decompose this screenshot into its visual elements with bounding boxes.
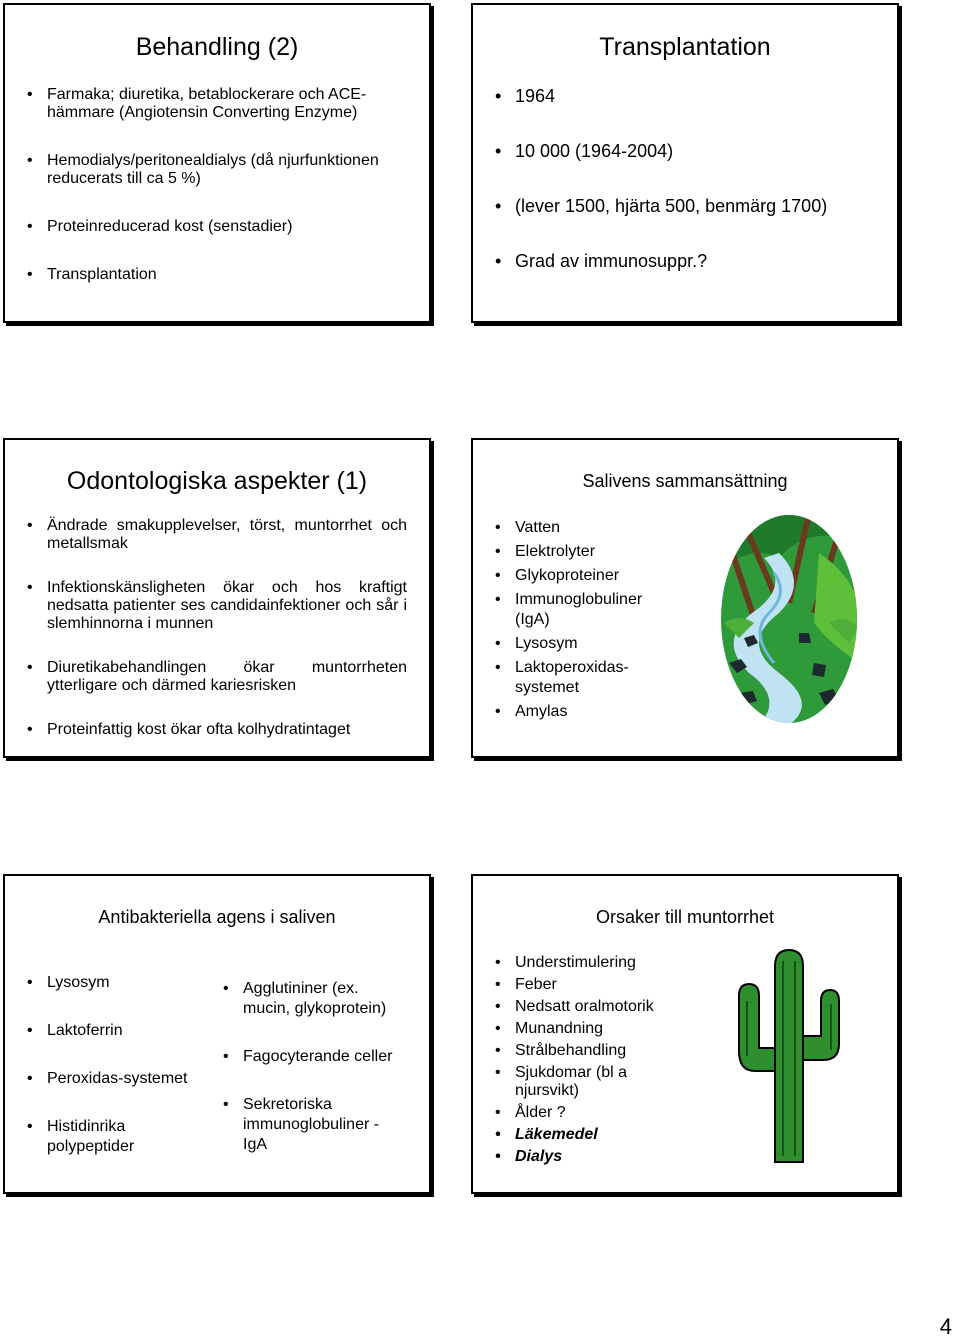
- bullet-list: [495, 518, 670, 726]
- bullet-list: [27, 86, 397, 314]
- bullet-list: [495, 85, 885, 305]
- list-item: • Laktoferrin: [27, 1021, 207, 1041]
- list-item: • Strålbehandling: [495, 1042, 695, 1060]
- list-item: • Lysosym: [495, 634, 670, 654]
- slide-orsaker: [471, 874, 899, 1194]
- bullet-list-left: [27, 973, 207, 1185]
- list-item: • Dialys: [495, 1148, 695, 1166]
- list-item: • Vatten: [495, 518, 670, 538]
- bullet-list-right: [223, 979, 403, 1183]
- list-item: • Glykoproteiner: [495, 566, 670, 586]
- slide-salivens: [471, 438, 899, 758]
- slide-title: Orsaker till muntorrhet: [595, 907, 775, 927]
- page-number: 4: [939, 1314, 952, 1339]
- list-item: • Peroxidas-systemet: [27, 1069, 207, 1089]
- bullet-list: [495, 954, 695, 1170]
- list-item: • Histidinrika polypeptider: [27, 1117, 207, 1157]
- list-item: • Lysosym: [27, 973, 207, 993]
- list-item: • Laktoperoxidas-systemet: [495, 658, 670, 698]
- list-item: • Proteinreducerad kost (senstadier): [27, 218, 397, 236]
- list-item: • Understimulering: [495, 954, 695, 972]
- slide-title: Behandling (2): [135, 33, 299, 61]
- slide-title: Salivens sammansättning: [582, 471, 788, 491]
- list-item: • Immunoglobuliner (IgA): [495, 590, 670, 630]
- list-item: • Läkemedel: [495, 1126, 695, 1144]
- cactus-illustration: [733, 946, 845, 1168]
- list-item: • Munandning: [495, 1020, 695, 1038]
- slide-title: Transplantation: [599, 33, 771, 61]
- list-item: • Proteinfattig kost ökar ofta kolhydratintaget: [27, 721, 407, 739]
- slide-transplantation: [471, 3, 899, 323]
- slide-antibakteriella: [3, 874, 431, 1194]
- list-item: • Farmaka; diuretika, betablockerare och ACE-hämmare (Angiotensin Converting Enzyme): [27, 86, 397, 122]
- list-item: • Feber: [495, 976, 695, 994]
- stream-illustration: [719, 513, 859, 725]
- list-item: • Elektrolyter: [495, 542, 670, 562]
- list-item: • Ändrade smakupplevelser, törst, muntorrhet och metallsmak: [27, 517, 407, 553]
- list-item: • Ålder ?: [495, 1104, 695, 1122]
- slide-behandling: [3, 3, 431, 323]
- list-item: • Grad av immunosuppr.?: [495, 250, 885, 272]
- list-item: • Sekretoriska immunoglobuliner - IgA: [223, 1095, 403, 1155]
- slide-title: Odontologiska aspekter (1): [66, 467, 368, 495]
- list-item: • Sjukdomar (bl a njursvikt): [495, 1064, 695, 1100]
- list-item: • Diuretikabehandlingen ökar muntorrheten ytterligare och därmed kariesrisken: [27, 659, 407, 695]
- list-item: • Hemodialys/peritonealdialys (då njurfunktionen reducerats till ca 5 %): [27, 152, 397, 188]
- list-item: • Nedsatt oralmotorik: [495, 998, 695, 1016]
- list-item: • 1964: [495, 85, 885, 107]
- slide-title: Antibakteriella agens i saliven: [98, 907, 336, 927]
- list-item: • 10 000 (1964-2004): [495, 140, 885, 162]
- list-item: • Amylas: [495, 702, 670, 722]
- slide-odontologiska: [3, 438, 431, 758]
- list-item: • Transplantation: [27, 266, 397, 284]
- list-item: • Agglutininer (ex. mucin, glykoprotein): [223, 979, 403, 1019]
- list-item: • Infektionskänsligheten ökar och hos kraftigt nedsatta patienter ses candidainfektioner och sår i slemhinnorna i munnen: [27, 579, 407, 633]
- list-item: • Fagocyterande celler: [223, 1047, 403, 1067]
- bullet-list: [27, 517, 407, 765]
- list-item: • (lever 1500, hjärta 500, benmärg 1700): [495, 195, 885, 217]
